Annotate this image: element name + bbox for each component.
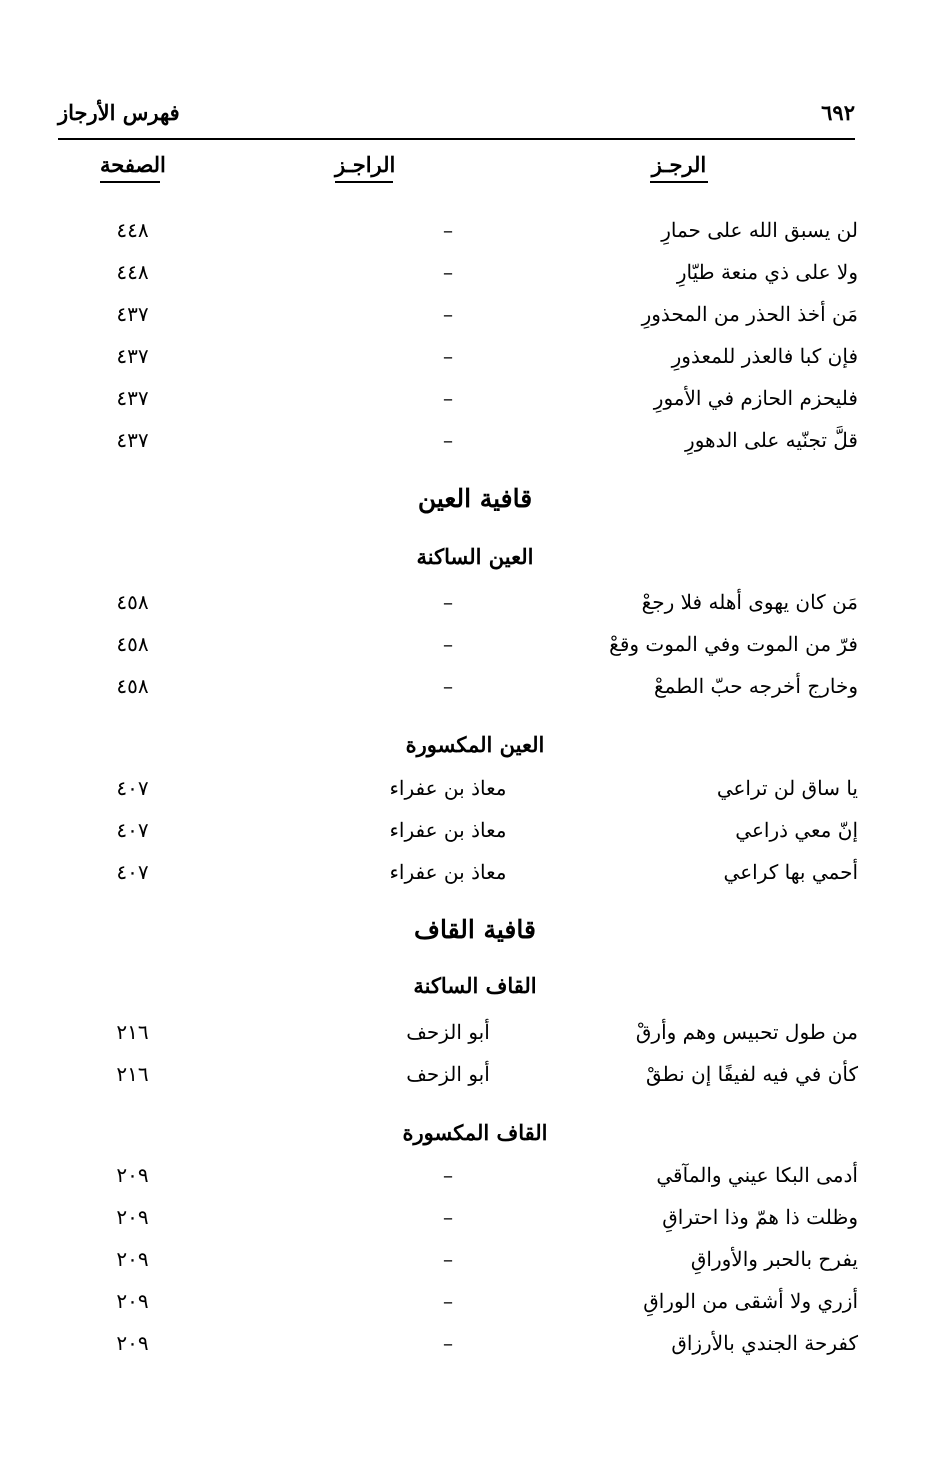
poet-name: –	[443, 344, 453, 368]
verse-text: أزري ولا أشقى من الوراقِ	[643, 1289, 858, 1313]
verse-text: وخارج أخرجه حبّ الطمعْ	[653, 674, 858, 698]
index-row	[0, 818, 950, 854]
subsection-heading: العين المكسورة	[405, 732, 545, 757]
column-header-page-label: الصفحة	[100, 152, 166, 177]
poet-name: –	[443, 302, 453, 326]
verse-text: مَن أخذ الحذر من المحذورِ	[641, 302, 858, 326]
column-header-verse-label: الرجـز	[651, 152, 707, 177]
index-row	[0, 860, 950, 896]
index-row	[0, 1289, 950, 1325]
column-header-poet	[335, 152, 396, 183]
header-rule	[58, 138, 855, 140]
column-header-page	[100, 152, 166, 183]
poet-name: أبو الزحف	[406, 1062, 490, 1086]
subsection-heading: العين الساكنة	[416, 544, 534, 569]
poet-name: –	[443, 590, 453, 614]
page-ref: ٢٠٩	[116, 1289, 149, 1313]
poet-name: أبو الزحف	[406, 1020, 490, 1044]
index-row	[0, 1247, 950, 1283]
page-ref: ٤٠٧	[116, 818, 149, 842]
verse-text: قلَّ تجنّيه على الدهورِ	[685, 428, 858, 452]
page-ref: ٤٣٧	[116, 428, 149, 452]
poet-name: –	[443, 1289, 453, 1313]
rhyme-section-heading: قافية القاف	[414, 915, 536, 944]
section-title: فهرس الأرجاز	[58, 100, 180, 125]
index-row	[0, 386, 950, 422]
running-head	[58, 100, 855, 136]
verse-text: لن يسبق الله على حمارِ	[661, 218, 858, 242]
page-ref: ٢٠٩	[116, 1205, 149, 1229]
index-row	[0, 674, 950, 710]
poet-name: معاذ بن عفراء	[389, 776, 507, 800]
poet-name: معاذ بن عفراء	[389, 860, 507, 884]
index-row	[0, 1020, 950, 1056]
verse-text: وظلت ذا همّ وذا احتراقِ	[662, 1205, 858, 1229]
page-ref: ٤٥٨	[116, 590, 149, 614]
index-row	[0, 1163, 950, 1199]
page-ref: ٤٣٧	[116, 302, 149, 326]
verse-text: كأن في فيه لفيفًا إن نطقْ	[646, 1062, 858, 1086]
page-ref: ٤٤٨	[116, 260, 149, 284]
verse-text: ولا على ذي منعة طيّارِ	[676, 260, 858, 284]
index-row	[0, 344, 950, 380]
verse-text: كفرحة الجندي بالأرزاق	[671, 1331, 858, 1355]
page-ref: ٢٠٩	[116, 1331, 149, 1355]
index-row	[0, 1205, 950, 1241]
verse-text: فإن كبا فالعذر للمعذورِ	[671, 344, 858, 368]
poet-name: معاذ بن عفراء	[389, 818, 507, 842]
index-row	[0, 428, 950, 464]
index-row	[0, 260, 950, 296]
page-ref: ٤٥٨	[116, 632, 149, 656]
verse-text: فليحزم الحازم في الأمورِ	[653, 386, 858, 410]
poet-name: –	[443, 218, 453, 242]
page-ref: ٤٣٧	[116, 386, 149, 410]
verse-text: يفرح بالحبر والأوراقِ	[690, 1247, 858, 1271]
poet-name: –	[443, 1163, 453, 1187]
index-row	[0, 632, 950, 668]
poet-name: –	[443, 428, 453, 452]
poet-name: –	[443, 386, 453, 410]
column-header-verse	[650, 152, 708, 183]
verse-text: فرّ من الموت وفي الموت وقعْ	[609, 632, 858, 656]
page-number: ٦٩٢	[821, 100, 855, 125]
index-row	[0, 1062, 950, 1098]
index-row	[0, 590, 950, 626]
column-header-underline	[650, 181, 708, 183]
poet-name: –	[443, 674, 453, 698]
page-ref: ٤٣٧	[116, 344, 149, 368]
subsection-heading: القاف المكسورة	[402, 1120, 548, 1145]
poet-name: –	[443, 632, 453, 656]
verse-text: يا ساق لن تراعي	[716, 776, 858, 800]
subsection-heading: القاف الساكنة	[413, 973, 537, 998]
verse-text: أحمي بها كراعي	[723, 860, 858, 884]
rhyme-section-heading: قافية العين	[417, 484, 533, 513]
index-row	[0, 302, 950, 338]
page-ref: ٤٠٧	[116, 776, 149, 800]
column-header-poet-label: الراجـز	[335, 152, 396, 177]
poet-name: –	[443, 1331, 453, 1355]
index-row	[0, 218, 950, 254]
page-ref: ٤٥٨	[116, 674, 149, 698]
verse-text: أدمى البكا عيني والمآقي	[656, 1163, 858, 1187]
poet-name: –	[443, 1205, 453, 1229]
index-row	[0, 1331, 950, 1367]
page-ref: ٤٠٧	[116, 860, 149, 884]
verse-text: من طول تحبيس وهم وأرقْ	[635, 1020, 858, 1044]
verse-text: إنّ معي ذراعي	[735, 818, 858, 842]
poet-name: –	[443, 1247, 453, 1271]
index-row	[0, 776, 950, 812]
page-ref: ٢٠٩	[116, 1163, 149, 1187]
page-ref: ٤٤٨	[116, 218, 149, 242]
column-header-underline	[100, 181, 160, 183]
poet-name: –	[443, 260, 453, 284]
page-ref: ٢١٦	[116, 1020, 149, 1044]
page-ref: ٢١٦	[116, 1062, 149, 1086]
verse-text: مَن كان يهوى أهله فلا رجعْ	[641, 590, 858, 614]
column-header-underline	[335, 181, 393, 183]
page-ref: ٢٠٩	[116, 1247, 149, 1271]
